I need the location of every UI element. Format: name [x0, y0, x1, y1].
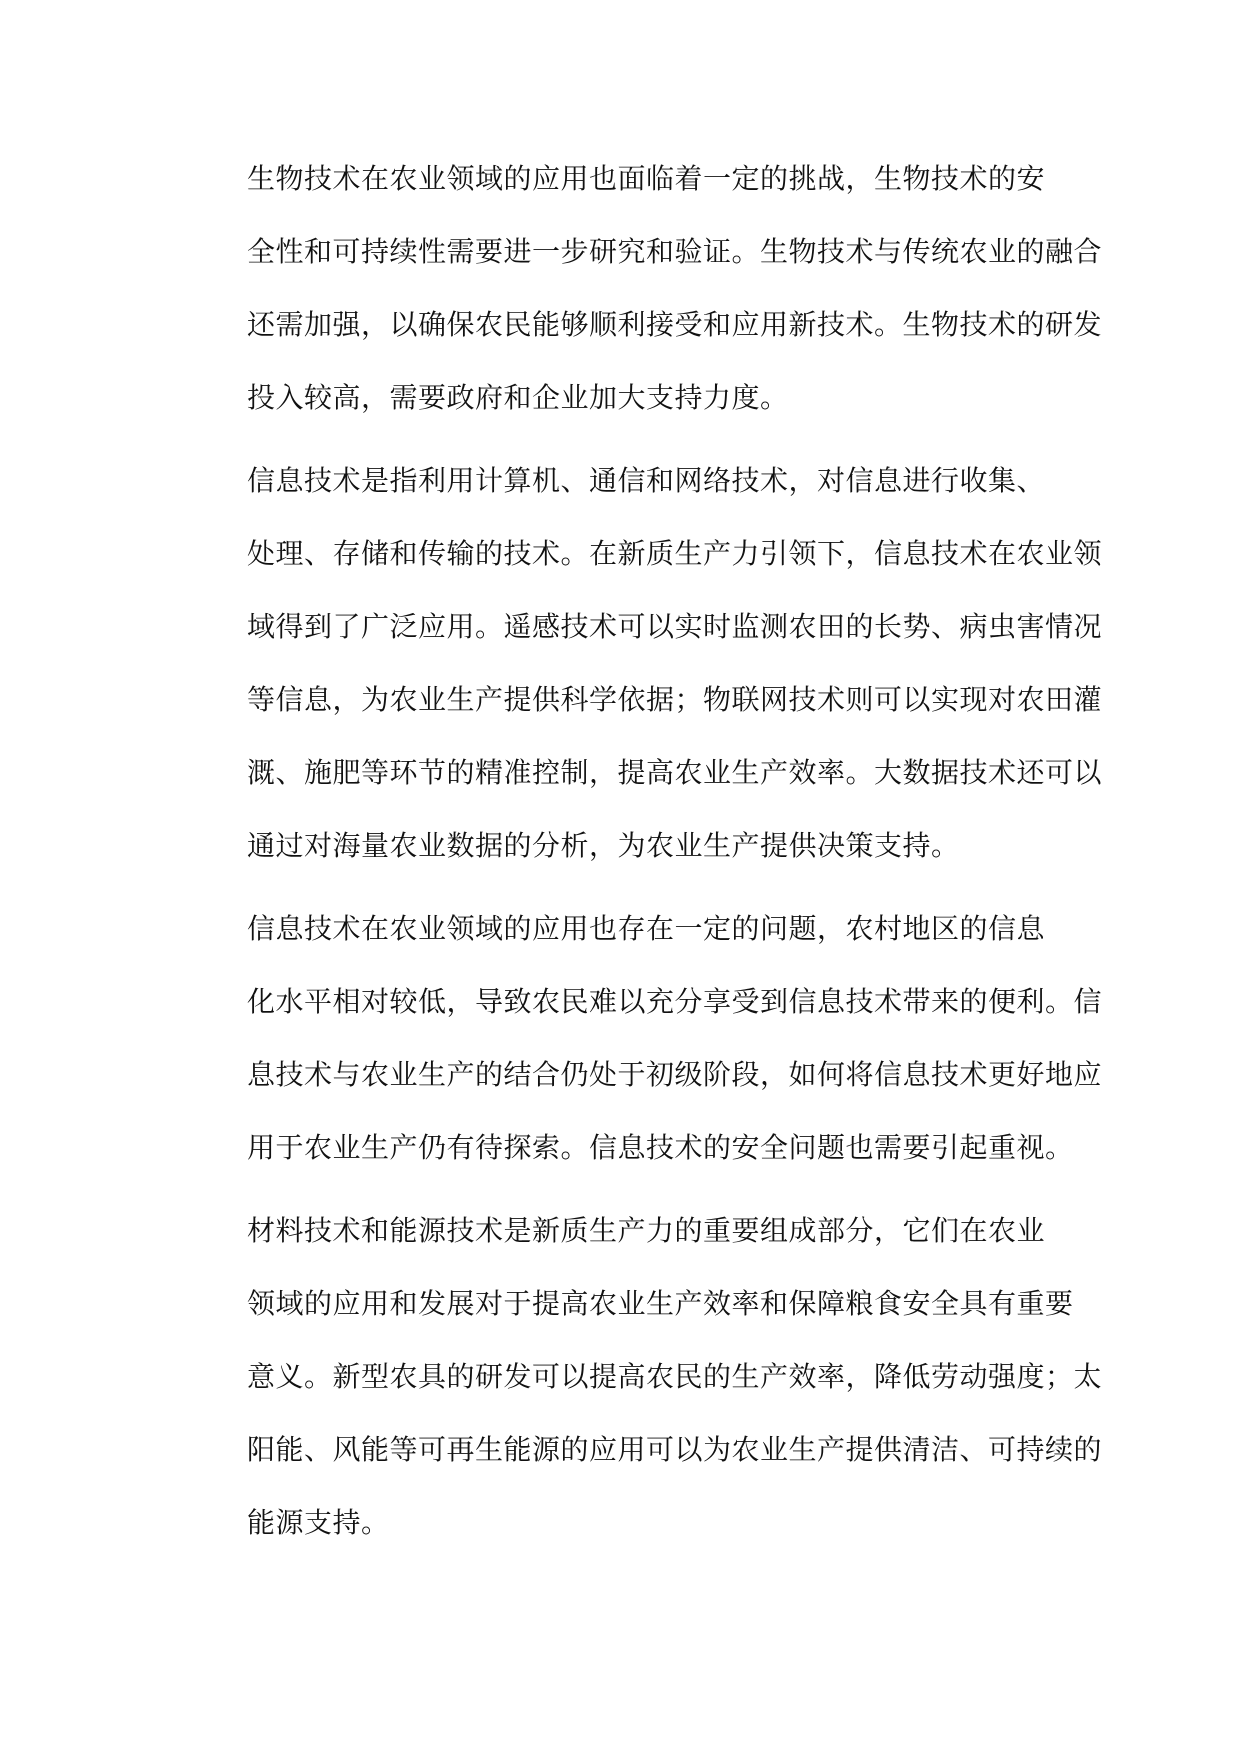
text-line: 还需加强，以确保农民能够顺利接受和应用新技术。生物技术的研发	[247, 308, 1103, 341]
text-line: 阳能、风能等可再生能源的应用可以为农业生产提供清洁、可持续的	[247, 1433, 1103, 1466]
text-line: 等信息，为农业生产提供科学依据；物联网技术则可以实现对农田灌	[247, 683, 1103, 716]
text-line: 域得到了广泛应用。遥感技术可以实时监测农田的长势、病虫害情况	[247, 610, 1103, 643]
paragraph-infotech-problems	[189, 892, 1103, 1184]
paragraph-biotech-challenges	[189, 142, 1103, 434]
document-body	[189, 142, 1103, 1569]
text-line: 投入较高，需要政府和企业加大支持力度。	[247, 381, 789, 414]
text-line: 生物技术在农业领域的应用也面临着一定的挑战，生物技术的安	[247, 162, 1046, 195]
text-line: 溉、施肥等环节的精准控制，提高农业生产效率。大数据技术还可以	[247, 756, 1103, 789]
text-line: 化水平相对较低，导致农民难以充分享受到信息技术带来的便利。信	[247, 985, 1103, 1018]
paragraph-materials-energy	[189, 1194, 1103, 1559]
paragraph-infotech-definition	[189, 444, 1103, 882]
text-line: 能源支持。	[247, 1506, 390, 1539]
text-line: 用于农业生产仍有待探索。信息技术的安全问题也需要引起重视。	[247, 1131, 1074, 1164]
text-line: 处理、存储和传输的技术。在新质生产力引领下，信息技术在农业领	[247, 537, 1103, 570]
text-line: 意义。新型农具的研发可以提高农民的生产效率，降低劳动强度；太	[247, 1360, 1103, 1393]
text-line: 信息技术是指利用计算机、通信和网络技术，对信息进行收集、	[247, 464, 1046, 497]
text-line: 息技术与农业生产的结合仍处于初级阶段，如何将信息技术更好地应	[247, 1058, 1103, 1091]
text-line: 材料技术和能源技术是新质生产力的重要组成部分，它们在农业	[247, 1214, 1046, 1247]
text-line: 领域的应用和发展对于提高农业生产效率和保障粮食安全具有重要	[247, 1287, 1074, 1320]
text-line: 信息技术在农业领域的应用也存在一定的问题，农村地区的信息	[247, 912, 1046, 945]
text-line: 通过对海量农业数据的分析，为农业生产提供决策支持。	[247, 829, 960, 862]
text-line: 全性和可持续性需要进一步研究和验证。生物技术与传统农业的融合	[247, 235, 1103, 268]
